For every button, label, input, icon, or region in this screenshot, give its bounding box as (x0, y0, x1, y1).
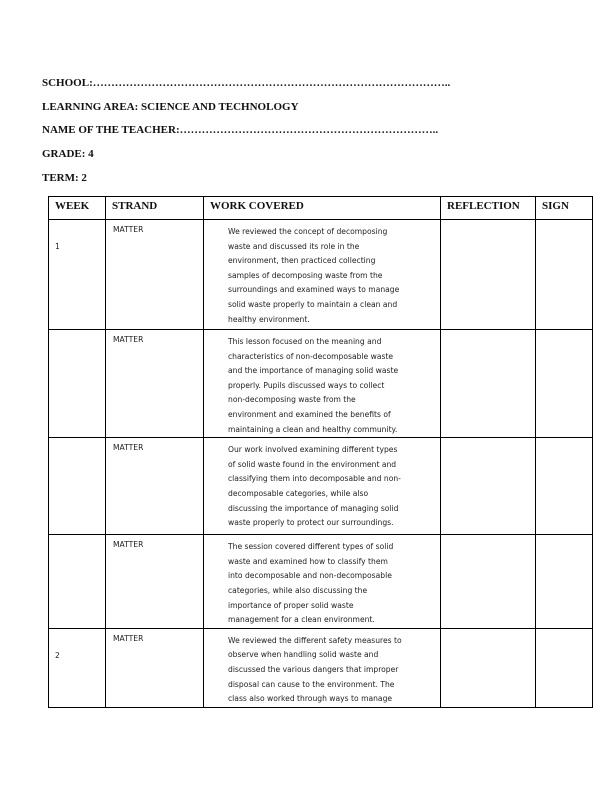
week-cell (49, 330, 106, 438)
reflection-cell (441, 330, 536, 438)
reflection-cell (441, 628, 536, 707)
week-cell: 1 (49, 220, 106, 330)
strand-cell: MATTER (106, 438, 204, 535)
strand-cell: MATTER (106, 330, 204, 438)
sign-cell (536, 438, 593, 535)
strand-cell: MATTER (106, 628, 204, 707)
col-reflection: REFLECTION (441, 197, 536, 220)
work-cell: This lesson focused on the meaning and characteristics of non-decomposable waste and the importance of managing solid waste properly. Pupils discussed ways to collect non-decomposing waste from the environment and examined the benefits of maintaining a clean and healthy community. (204, 330, 441, 438)
strand-cell: MATTER (106, 535, 204, 629)
sign-cell (536, 220, 593, 330)
teacher-field: NAME OF THE TEACHER:…………………………………………………………….. (42, 124, 439, 136)
week-cell (49, 438, 106, 535)
work-cell: The session covered different types of solid waste and examined how to classify them into decomposable and non-decomposable categories, while also discussing the importance of proper solid waste management for a clean environment. (204, 535, 441, 629)
sign-cell (536, 628, 593, 707)
work-cell: We reviewed the different safety measures to observe when handling solid waste and discussed the various dangers that improper disposal can cause to the environment. The class also worked through ways to manage (204, 628, 441, 707)
week-cell (49, 535, 106, 629)
strand-cell: MATTER (106, 220, 204, 330)
table-row (49, 438, 593, 535)
col-week: WEEK (49, 197, 106, 220)
reflection-cell (441, 438, 536, 535)
grade: GRADE: 4 (42, 148, 94, 160)
week-cell: 2 (49, 628, 106, 707)
sign-cell (536, 535, 593, 629)
col-sign: SIGN (536, 197, 593, 220)
table-row (49, 330, 593, 438)
records-table (48, 196, 593, 708)
sign-cell (536, 330, 593, 438)
learning-area: LEARNING AREA: SCIENCE AND TECHNOLOGY (42, 101, 299, 113)
work-cell: We reviewed the concept of decomposing waste and discussed its role in the environment, then practiced collecting samples of decomposing waste from the surroundings and examined ways to manage solid waste properly to maintain a clean and healthy environment. (204, 220, 441, 330)
table-row (49, 220, 593, 330)
table-header-row (49, 197, 593, 220)
term: TERM: 2 (42, 172, 87, 184)
reflection-cell (441, 220, 536, 330)
table-row (49, 535, 593, 629)
col-work-covered: WORK COVERED (204, 197, 441, 220)
reflection-cell (441, 535, 536, 629)
table-row (49, 628, 593, 707)
work-cell: Our work involved examining different types of solid waste found in the environment and classifying them into decomposable and non- decomposable categories, while also discussing the importance of managing solid waste properly to protect our surroundings. (204, 438, 441, 535)
school-field: SCHOOL:…………………………………………………………………………………….. (42, 77, 451, 89)
col-strand: STRAND (106, 197, 204, 220)
